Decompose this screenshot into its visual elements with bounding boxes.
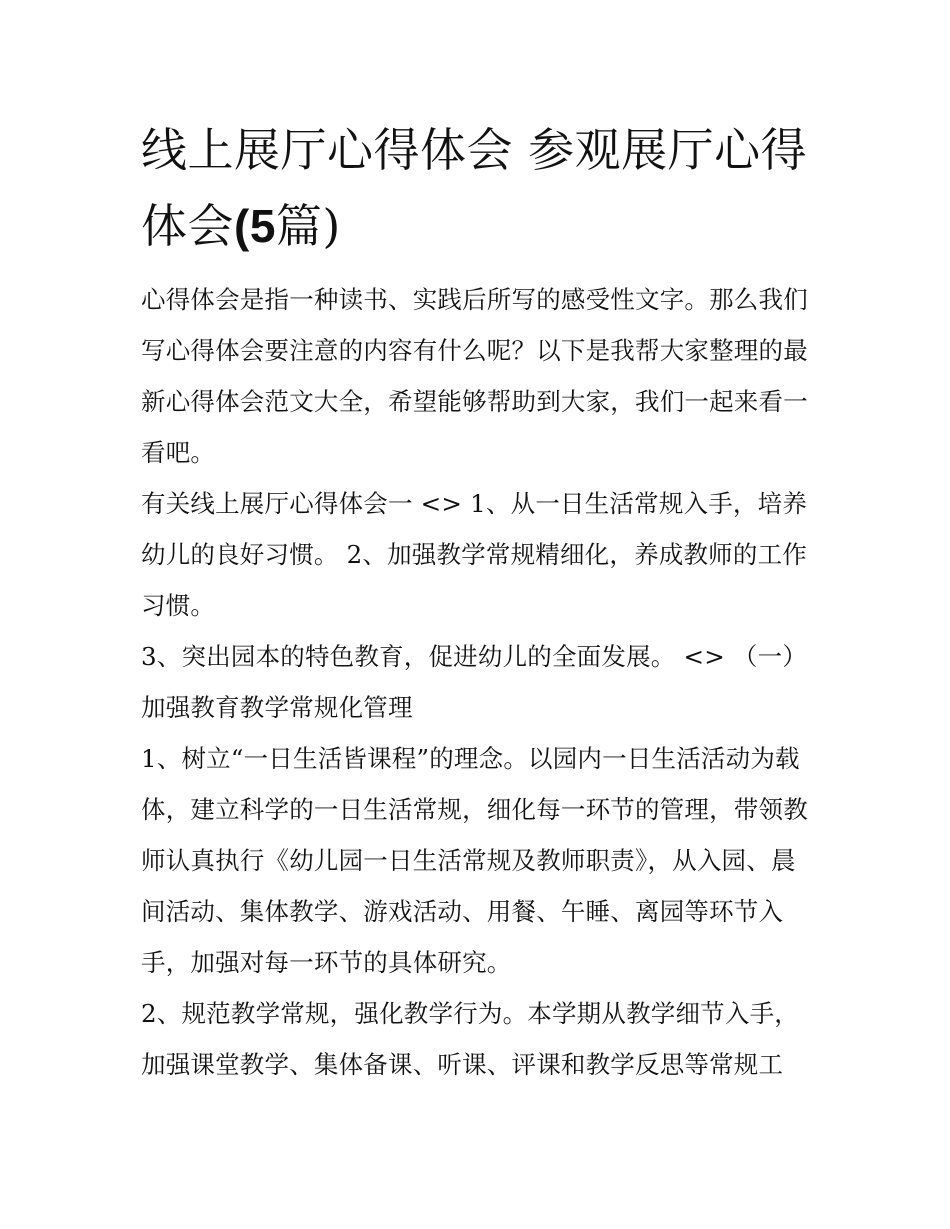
document-title [141,112,817,264]
title-count: (5 [234,200,276,252]
paragraph-intro: 心得体会是指一种读书、实践后所写的感受性文字。那么我们写心得体会要注意的内容有什么呢？以下是我帮大家整理的最新心得体会范文大全，希望能够帮助到大家，我们一起来看一看吧。 [141,285,808,467]
paragraph-2: 3、突出园本的特色教育，促进幼儿的全面发展。 <> （一）加强教育教学常规化管理 [141,642,808,722]
title-suffix: 篇) [275,199,341,253]
title-text: 线上展厅心得体会 参观展厅心得体会 [141,123,808,253]
paragraph-3: 1、树立“一日生活皆课程”的理念。以园内一日生活活动为载体，建立科学的一日生活常规，细化每一环节的管理，带领教师认真执行《幼儿园一日生活常规及教师职责》，从入园、晨间活动、集体教学、游戏活动、用餐、午睡、离园等环节入手，加强对每一环节的具体研究。 [141,744,808,977]
paragraph-4: 2、规范教学常规，强化教学行为。本学期从教学细节入手，加强课堂教学、集体备课、听课、评课和教学反思等常规工 [141,999,799,1079]
document-body [141,274,817,1090]
document-page [141,112,817,1090]
paragraph-1: 有关线上展厅心得体会一 <> 1、从一日生活常规入手，培养幼儿的良好习惯。 2、加强教学常规精细化，养成教师的工作习惯。 [141,489,808,620]
